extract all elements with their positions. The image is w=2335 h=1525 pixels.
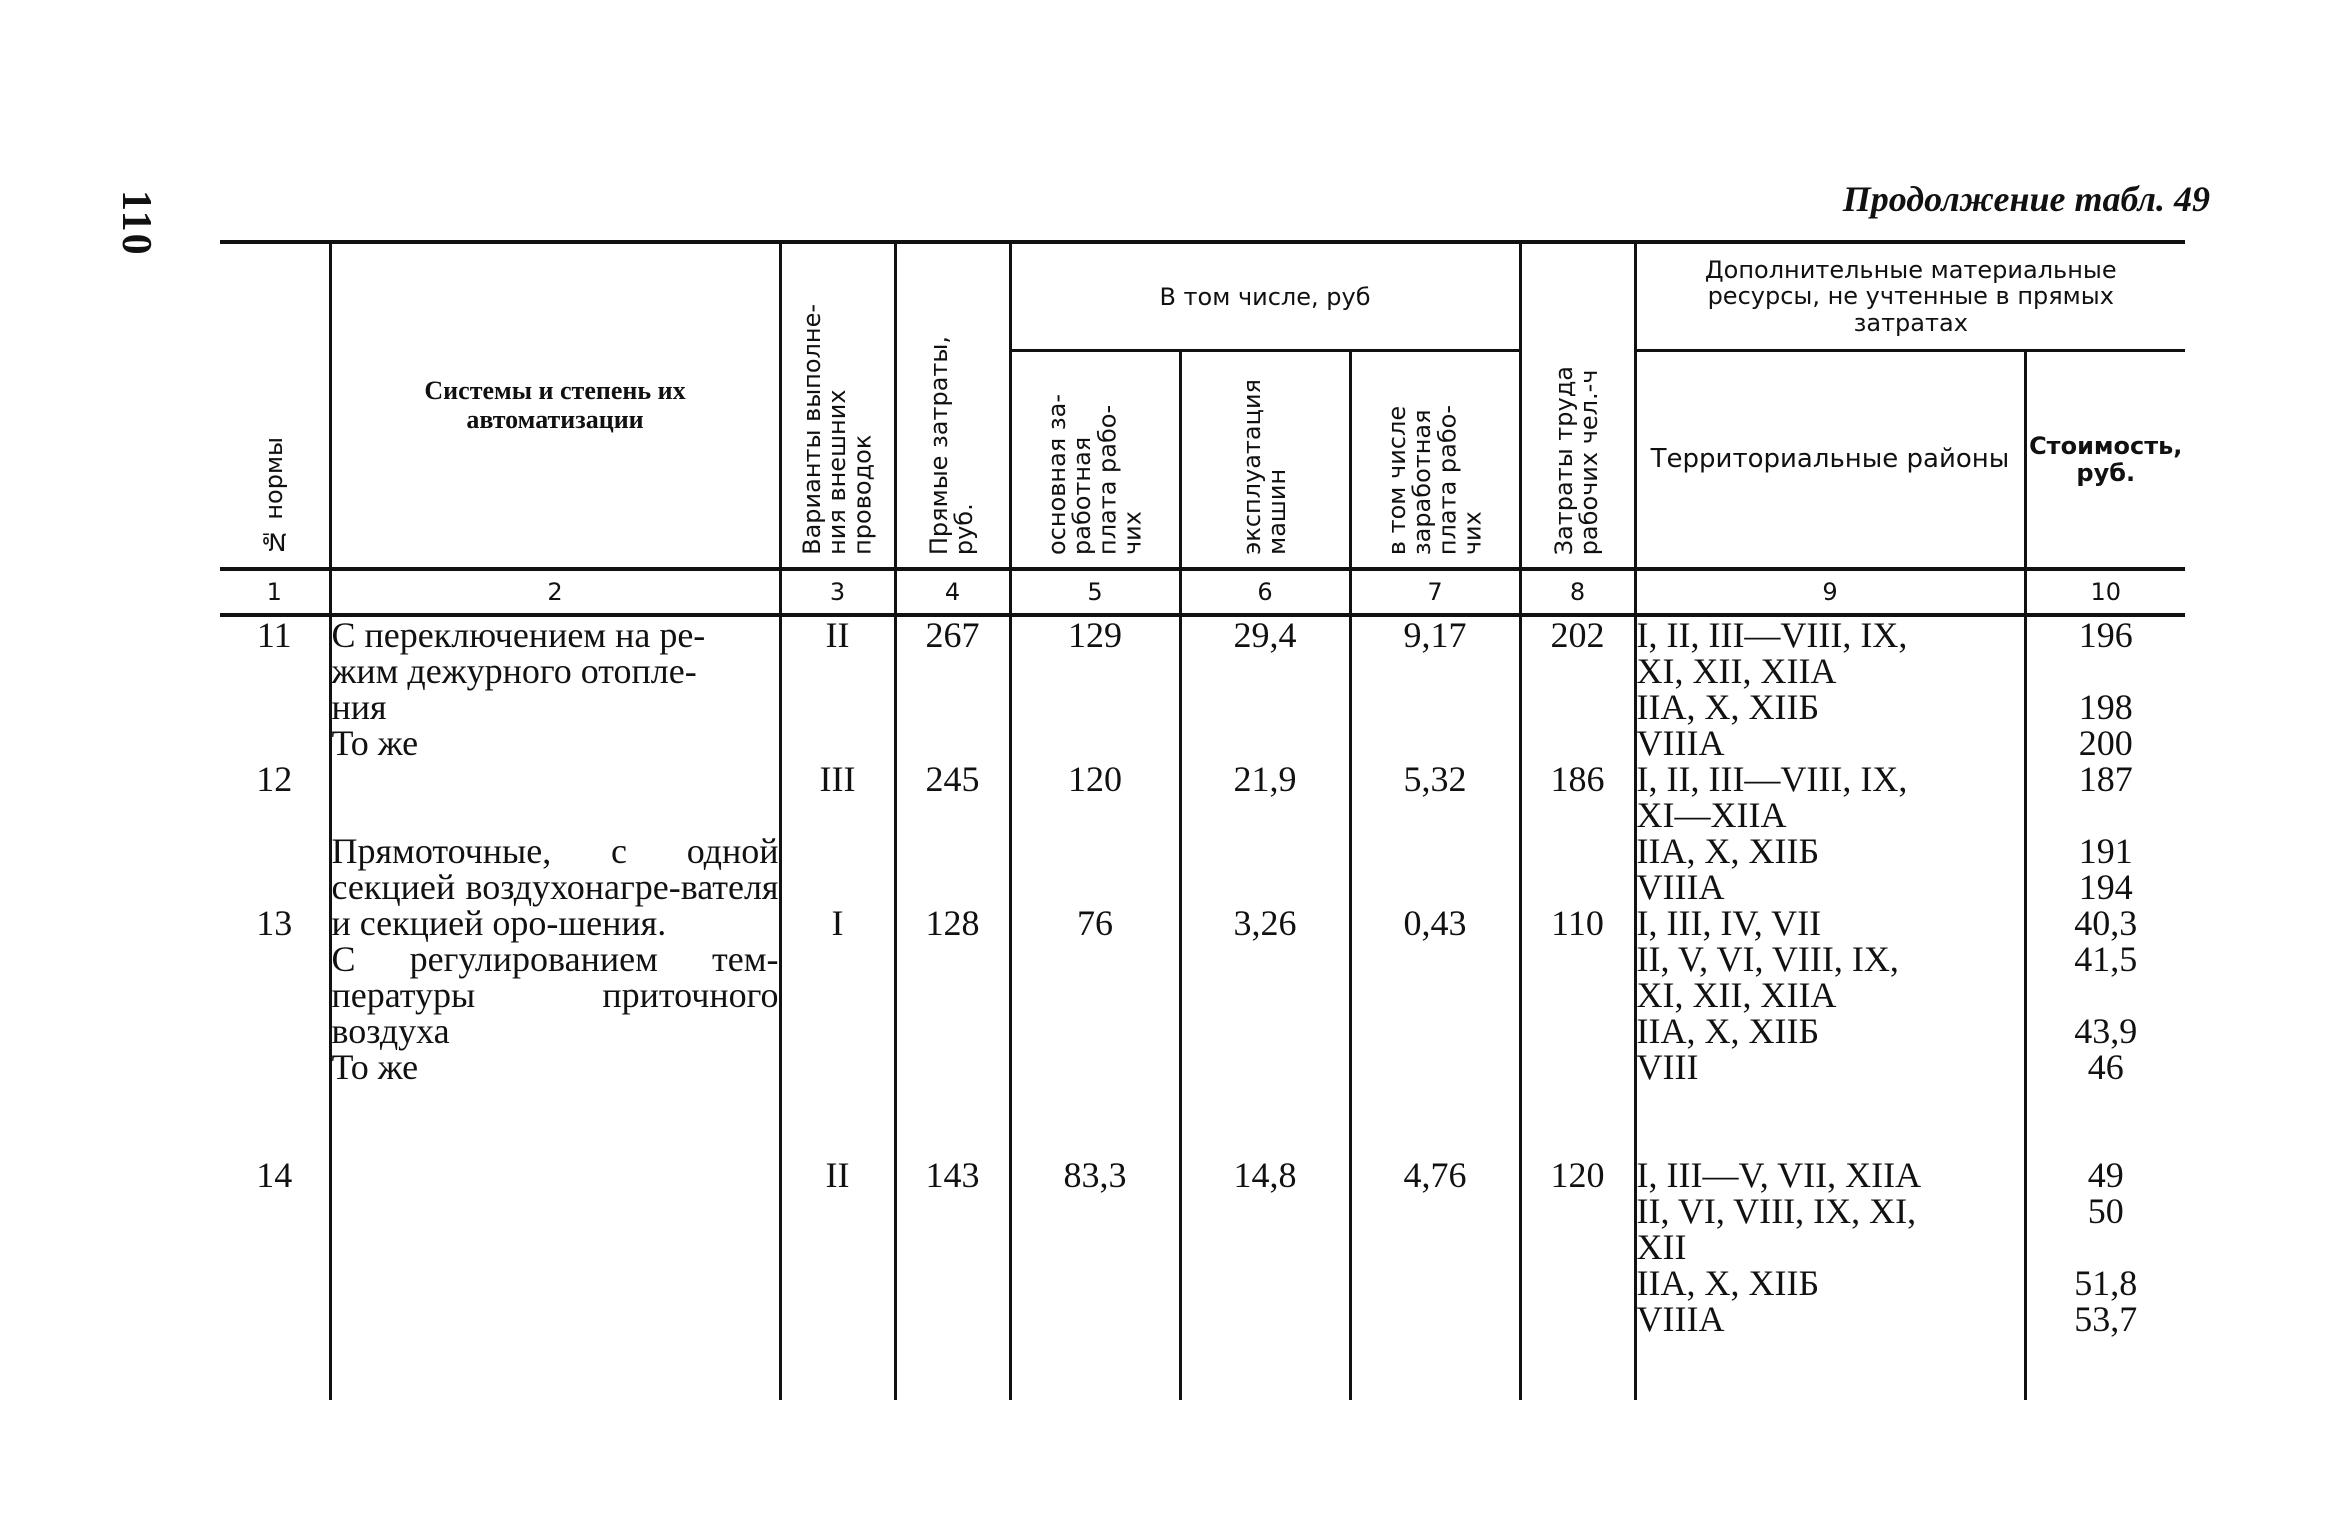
regions-cell: I, II, III—VIII, IX, XI, XII, XIIA IIA, X, XIIБ VIIIA I, II, III—VIII, IX, XI—XIIA IIA, X, XIIБ VIIIA I, III, IV, VII II, V, VI, VIII, IX, XI, XII, XIIA IIA, X, XIIБ VIII I, III—V, VII, XIIA II, VI, VIII, IX, XI, XII IIA, X, XIIБ VIIIA — [1635, 615, 2025, 1400]
norms-table — [220, 240, 2185, 1400]
variant-cell: II III I II — [780, 615, 895, 1400]
norm-number-cell: 11 12 13 14 — [220, 615, 330, 1400]
header-wages: основная за- работная плата рабо- чих — [1010, 351, 1180, 570]
machines-cell: 29,4 21,9 3,26 14,8 — [1180, 615, 1350, 1400]
header-systems: Системы и степень их автоматизации — [330, 242, 780, 569]
column-number: 4 — [895, 569, 1010, 615]
direct-cost-cell: 267 245 128 143 — [895, 615, 1010, 1400]
header-cost: Стоимость, руб. — [2025, 351, 2185, 570]
wages-cell: 129 120 76 83,3 — [1010, 615, 1180, 1400]
column-number: 8 — [1520, 569, 1635, 615]
header-variants: Варианты выполне- ния внешних проводок — [780, 242, 895, 569]
system-cell: С переключением на ре- жим дежурного отопле- ния То же Прямоточные, с одной секцией воздухонагре-вателя и секцией оро-шения. С регулированием тем-пературы приточного воздуха То же — [330, 615, 780, 1400]
header-group-additional: Дополнительные материальные ресурсы, не учтенные в прямых затратах — [1635, 242, 2185, 351]
column-number: 3 — [780, 569, 895, 615]
column-number: 2 — [330, 569, 780, 615]
header-labor: Затраты труда рабочих чел.-ч — [1520, 242, 1635, 569]
machines-wages-cell: 9,17 5,32 0,43 4,76 — [1350, 615, 1520, 1400]
header-machines-wages: в том числе заработная плата рабо- чих — [1350, 351, 1520, 570]
header-machines: эксплуатация машин — [1180, 351, 1350, 570]
column-number: 9 — [1635, 569, 2025, 615]
column-number: 10 — [2025, 569, 2185, 615]
header-norm-number: № нормы — [220, 242, 330, 569]
column-number-row — [220, 569, 2185, 615]
header-direct-cost: Прямые затраты, руб. — [895, 242, 1010, 569]
page-number: 110 — [113, 190, 159, 257]
column-number: 7 — [1350, 569, 1520, 615]
labor-cell: 202 186 110 120 — [1520, 615, 1635, 1400]
header-regions: Территориальные районы — [1635, 351, 2025, 570]
column-number: 5 — [1010, 569, 1180, 615]
table-body-row — [220, 615, 2185, 1400]
cost-cell: 196 198 200 187 191 194 40,3 41,5 43,9 46 49 50 51,8 53,7 — [2025, 615, 2185, 1400]
table-caption: Продолжение табл. 49 — [1842, 179, 2210, 219]
header-group-in-total: В том числе, руб — [1010, 242, 1520, 351]
column-number: 6 — [1180, 569, 1350, 615]
column-number: 1 — [220, 569, 330, 615]
